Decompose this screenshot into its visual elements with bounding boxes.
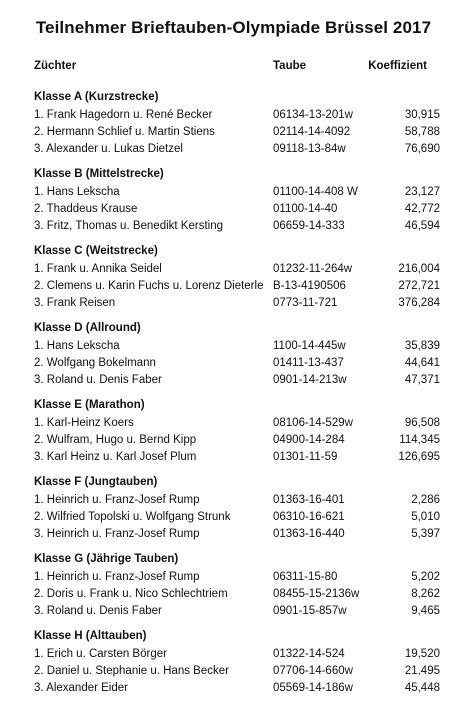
class-title: Klasse A (Kurzstrecke) bbox=[34, 91, 159, 103]
breeder-name: 3. Fritz, Thomas u. Benedikt Kersting bbox=[34, 220, 223, 232]
class-group-b bbox=[0, 168, 467, 245]
breeder-name: 2. Daniel u. Stephanie u. Hans Becker bbox=[34, 665, 229, 677]
pigeon-id: 0901-14-213w bbox=[273, 374, 347, 386]
pigeon-id: 05569-14-186w bbox=[273, 682, 353, 694]
table-row bbox=[0, 203, 467, 219]
breeder-name: 1. Hans Lekscha bbox=[34, 186, 120, 198]
breeder-name: 2. Wolfgang Bokelmann bbox=[34, 357, 156, 369]
breeder-name: 3. Karl Heinz u. Karl Josef Plum bbox=[34, 451, 197, 463]
class-title: Klasse E (Marathon) bbox=[34, 399, 145, 411]
pigeon-id: 1100-14-445w bbox=[273, 340, 346, 352]
pigeon-id: 08106-14-529w bbox=[273, 417, 353, 429]
pigeon-id: 01363-16-401 bbox=[273, 494, 345, 506]
table-row bbox=[0, 648, 467, 664]
table-row bbox=[0, 588, 467, 604]
coefficient-value: 46,594 bbox=[404, 220, 440, 232]
class-list bbox=[0, 91, 467, 707]
pigeon-id: B-13-4190506 bbox=[273, 280, 346, 292]
table-row bbox=[0, 665, 467, 681]
table-row bbox=[0, 434, 467, 450]
pigeon-id: 01100-14-40 bbox=[273, 203, 338, 215]
coefficient-value: 45,448 bbox=[404, 682, 440, 694]
breeder-name: 1. Heinrich u. Franz-Josef Rump bbox=[34, 571, 200, 583]
column-header-pigeon: Taube bbox=[273, 60, 307, 72]
breeder-name: 1. Heinrich u. Franz-Josef Rump bbox=[34, 494, 200, 506]
pigeon-id: 01411-13-437 bbox=[273, 357, 344, 369]
table-row bbox=[0, 186, 467, 202]
column-header-breeder: Züchter bbox=[34, 60, 77, 72]
coefficient-value: 5,202 bbox=[411, 571, 440, 583]
table-row bbox=[0, 143, 467, 159]
breeder-name: 1. Frank Hagedorn u. René Becker bbox=[34, 109, 213, 121]
coefficient-value: 47,371 bbox=[404, 374, 440, 386]
coefficient-value: 126,695 bbox=[398, 451, 440, 463]
table-row bbox=[0, 417, 467, 433]
coefficient-value: 376,284 bbox=[398, 297, 440, 309]
pigeon-id: 01100-14-408 W bbox=[273, 186, 358, 198]
coefficient-value: 42,772 bbox=[404, 203, 440, 215]
table-row bbox=[0, 528, 467, 544]
pigeon-id: 01363-16-440 bbox=[273, 528, 345, 540]
coefficient-value: 2,286 bbox=[411, 494, 440, 506]
coefficient-value: 272,721 bbox=[398, 280, 440, 292]
table-row bbox=[0, 451, 467, 467]
table-row bbox=[0, 357, 467, 373]
pigeon-id: 02114-14-4092 bbox=[273, 126, 351, 138]
class-group-c bbox=[0, 245, 467, 322]
pigeon-id: 0901-15-857w bbox=[273, 605, 347, 617]
table-row bbox=[0, 297, 467, 313]
breeder-name: 2. Doris u. Frank u. Nico Schlechtriem bbox=[34, 588, 228, 600]
table-row bbox=[0, 263, 467, 279]
coefficient-value: 114,345 bbox=[399, 434, 440, 446]
coefficient-value: 5,010 bbox=[411, 511, 440, 523]
pigeon-id: 01232-11-264w bbox=[273, 263, 353, 275]
coefficient-value: 5,397 bbox=[411, 528, 440, 540]
breeder-name: 2. Thaddeus Krause bbox=[34, 203, 138, 215]
class-group-f bbox=[0, 476, 467, 553]
breeder-name: 3. Alexander Eider bbox=[34, 682, 128, 694]
pigeon-id: 06659-14-333 bbox=[273, 220, 345, 232]
class-title: Klasse D (Allround) bbox=[34, 322, 141, 334]
class-title: Klasse H (Alttauben) bbox=[34, 630, 147, 642]
table-row bbox=[0, 374, 467, 390]
class-title: Klasse G (Jährige Tauben) bbox=[34, 553, 179, 565]
page-title: Teilnehmer Brieftauben-Olympiade Brüssel 2017 bbox=[35, 18, 432, 37]
table-row bbox=[0, 571, 467, 587]
class-title: Klasse B (Mittelstrecke) bbox=[34, 168, 164, 180]
pigeon-id: 06134-13-201w bbox=[273, 109, 353, 121]
coefficient-value: 58,788 bbox=[404, 126, 440, 138]
pigeon-id: 07706-14-660w bbox=[273, 665, 353, 677]
coefficient-value: 216,004 bbox=[398, 263, 440, 275]
table-row bbox=[0, 280, 467, 296]
coefficient-value: 8,262 bbox=[411, 588, 440, 600]
breeder-name: 1. Hans Lekscha bbox=[34, 340, 120, 352]
table-row bbox=[0, 494, 467, 510]
table-row bbox=[0, 605, 467, 621]
pigeon-id: 08455-15-2136w bbox=[273, 588, 360, 600]
pigeon-id: 01322-14-524 bbox=[273, 648, 345, 660]
pigeon-id: 09118-13-84w bbox=[273, 143, 346, 155]
class-group-a bbox=[0, 91, 467, 168]
class-group-e bbox=[0, 399, 467, 476]
breeder-name: 3. Heinrich u. Franz-Josef Rump bbox=[34, 528, 200, 540]
breeder-name: 2. Wilfried Topolski u. Wolfgang Strunk bbox=[34, 511, 231, 523]
class-group-g bbox=[0, 553, 467, 630]
breeder-name: 3. Roland u. Denis Faber bbox=[34, 374, 162, 386]
coefficient-value: 30,915 bbox=[404, 109, 440, 121]
class-group-h bbox=[0, 630, 467, 707]
breeder-name: 2. Hermann Schlief u. Martin Stiens bbox=[34, 126, 215, 138]
coefficient-value: 19,520 bbox=[404, 648, 440, 660]
breeder-name: 3. Roland u. Denis Faber bbox=[34, 605, 162, 617]
breeder-name: 1. Frank u. Annika Seidel bbox=[34, 263, 162, 275]
table-row bbox=[0, 126, 467, 142]
breeder-name: 1. Erich u. Carsten Börger bbox=[34, 648, 167, 660]
table-row bbox=[0, 682, 467, 698]
breeder-name: 2. Clemens u. Karin Fuchs u. Lorenz Dieterle bbox=[34, 280, 264, 292]
coefficient-value: 44,641 bbox=[404, 357, 440, 369]
coefficient-value: 96,508 bbox=[404, 417, 440, 429]
pigeon-id: 0773-11-721 bbox=[273, 297, 338, 309]
table-row bbox=[0, 109, 467, 125]
coefficient-value: 21,495 bbox=[404, 665, 440, 677]
breeder-name: 2. Wulfram, Hugo u. Bernd Kipp bbox=[34, 434, 197, 446]
class-group-d bbox=[0, 322, 467, 399]
class-title: Klasse F (Jungtauben) bbox=[34, 476, 158, 488]
breeder-name: 3. Alexander u. Lukas Dietzel bbox=[34, 143, 183, 155]
table-row bbox=[0, 220, 467, 236]
breeder-name: 3. Frank Reisen bbox=[34, 297, 116, 309]
pigeon-id: 01301-11-59 bbox=[273, 451, 338, 463]
table-row bbox=[0, 340, 467, 356]
pigeon-id: 06311-15-80 bbox=[273, 571, 338, 583]
coefficient-value: 9,465 bbox=[411, 605, 440, 617]
breeder-name: 1. Karl-Heinz Koers bbox=[34, 417, 134, 429]
coefficient-value: 76,690 bbox=[404, 143, 440, 155]
column-header-coefficient: Koeffizient bbox=[368, 60, 427, 72]
coefficient-value: 35,839 bbox=[404, 340, 440, 352]
pigeon-id: 06310-16-621 bbox=[273, 511, 345, 523]
class-title: Klasse C (Weitstrecke) bbox=[34, 245, 158, 257]
table-row bbox=[0, 511, 467, 527]
coefficient-value: 23,127 bbox=[404, 186, 440, 198]
pigeon-id: 04900-14-284 bbox=[273, 434, 345, 446]
